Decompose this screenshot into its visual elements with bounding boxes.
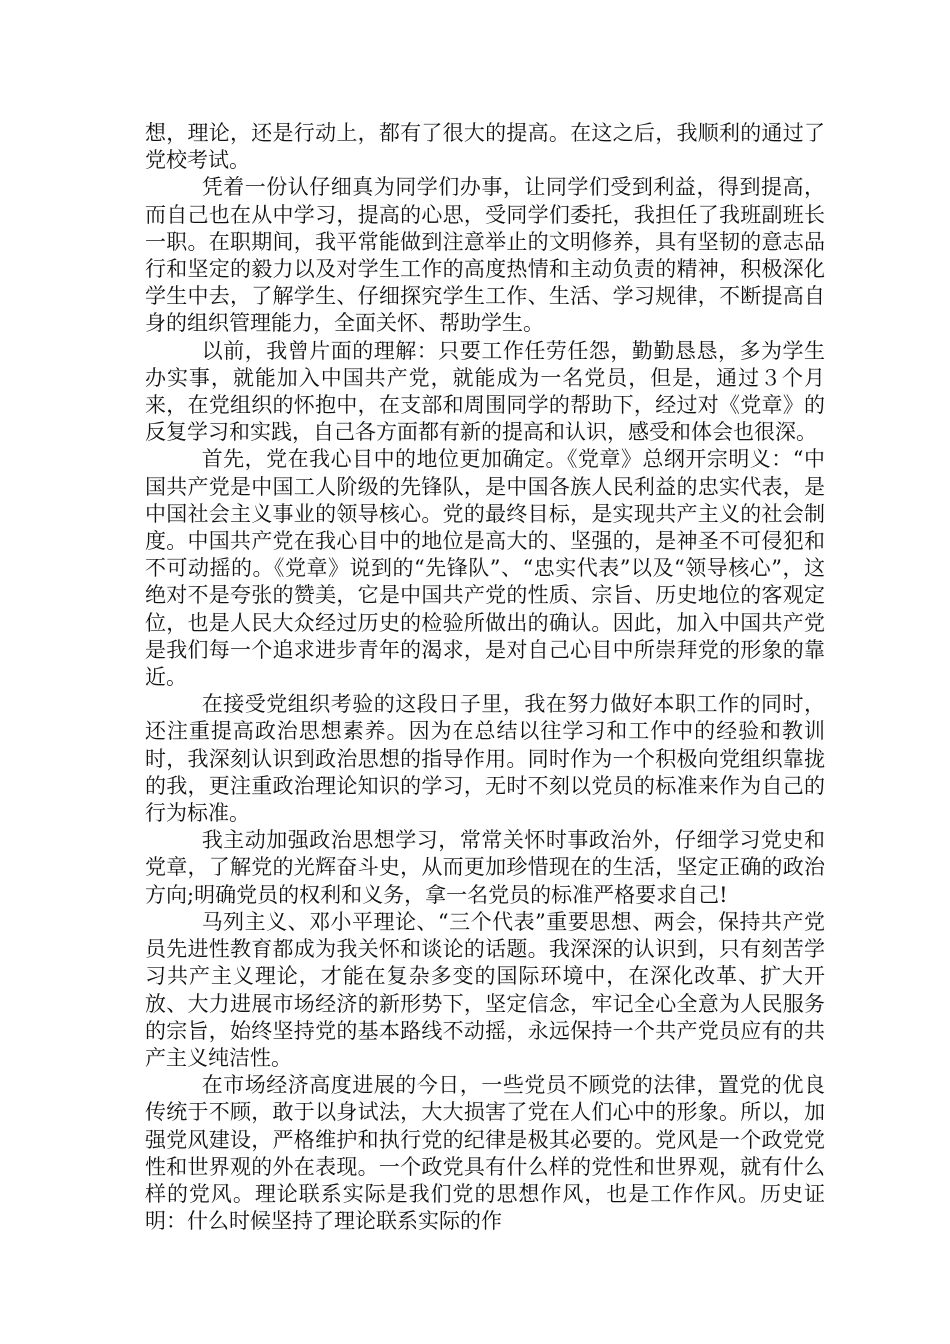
- paragraph: 我主动加强政治思想学习，常常关怀时事政治外，仔细学习党史和党章，了解党的光辉奋斗史，从而更加珍惜现在的生活，坚定正确的政治方向;明确党员的权利和义务，拿一名党员的标准严格要求自己!: [145, 828, 825, 907]
- paragraph: 在市场经济高度进展的今日，一些党员不顾党的法律，置党的优良传统于不顾，敢于以身试法，大大损害了党在人们心中的形象。所以，加强党风建设，严格维护和执行党的纪律是极其必要的。党风是一个政党党性和世界观的外在表现。一个政党具有什么样的党性和世界观，就有什么样的党风。理论联系实际是我们党的思想作风，也是工作作风。历史证明：什么时候坚持了理论联系实际的作: [145, 1073, 825, 1234]
- paragraph: 想，理论，还是行动上，都有了很大的提高。在这之后，我顺利的通过了党校考试。: [145, 121, 825, 173]
- document-page: [145, 120, 825, 1235]
- paragraph: 首先，党在我心目中的地位更加确定。《党章》总纲开宗明义：“中国共产党是中国工人阶级的先锋队，是中国各族人民利益的忠实代表，是中国社会主义事业的领导核心。党的最终目标，是实现共产主义的社会制度。中国共产党在我心目中的地位是高大的、坚强的，是神圣不可侵犯和不可动摇的。《党章》说到的“先锋队”、“忠实代表”以及“领导核心”，这绝对不是夸张的赞美，它是中国共产党的性质、宗旨、历史地位的客观定位，也是人民大众经过历史的检验所做出的确认。因此，加入中国共产党是我们每一个追求进步青年的渴求，是对自己心目中所崇拜党的形象的靠近。: [145, 447, 825, 690]
- paragraph: 凭着一份认仔细真为同学们办事，让同学们受到利益，得到提高，而自己也在从中学习，提高的心思，受同学们委托，我担任了我班副班长一职。在职期间，我平常能做到注意举止的文明修养，具有坚韧的意志品行和坚定的毅力以及对学生工作的高度热情和主动负责的精神，积极深化学生中去，了解学生、仔细探究学生工作、生活、学习规律，不断提高自身的组织管理能力，全面关怀、帮助学生。: [145, 175, 825, 336]
- paragraph: 在接受党组织考验的这段日子里，我在努力做好本职工作的同时，还注重提高政治思想素养。因为在总结以往学习和工作中的经验和教训时，我深刻认识到政治思想的指导作用。同时作为一个积极向党组织靠拢的我，更注重政治理论知识的学习，无时不刻以党员的标准来作为自己的行为标准。: [145, 692, 825, 826]
- paragraph: 马列主义、邓小平理论、“三个代表”重要思想、两会，保持共产党员先进性教育都成为我关怀和谈论的话题。我深深的认识到，只有刻苦学习共产主义理论，才能在复杂多变的国际环境中，在深化改革、扩大开放、大力进展市场经济的新形势下，坚定信念，牢记全心全意为人民服务的宗旨，始终坚持党的基本路线不动摇，永远保持一个共产党员应有的共产主义纯洁性。: [145, 909, 825, 1070]
- paragraph: 以前，我曾片面的理解：只要工作任劳任怨，勤勤恳恳，多为学生办实事，就能加入中国共产党，就能成为一名党员，但是，通过３个月来，在党组织的怀抱中，在支部和周围同学的帮助下，经过对《党章》的反复学习和实践，自己各方面都有新的提高和认识，感受和体会也很深。: [145, 338, 825, 445]
